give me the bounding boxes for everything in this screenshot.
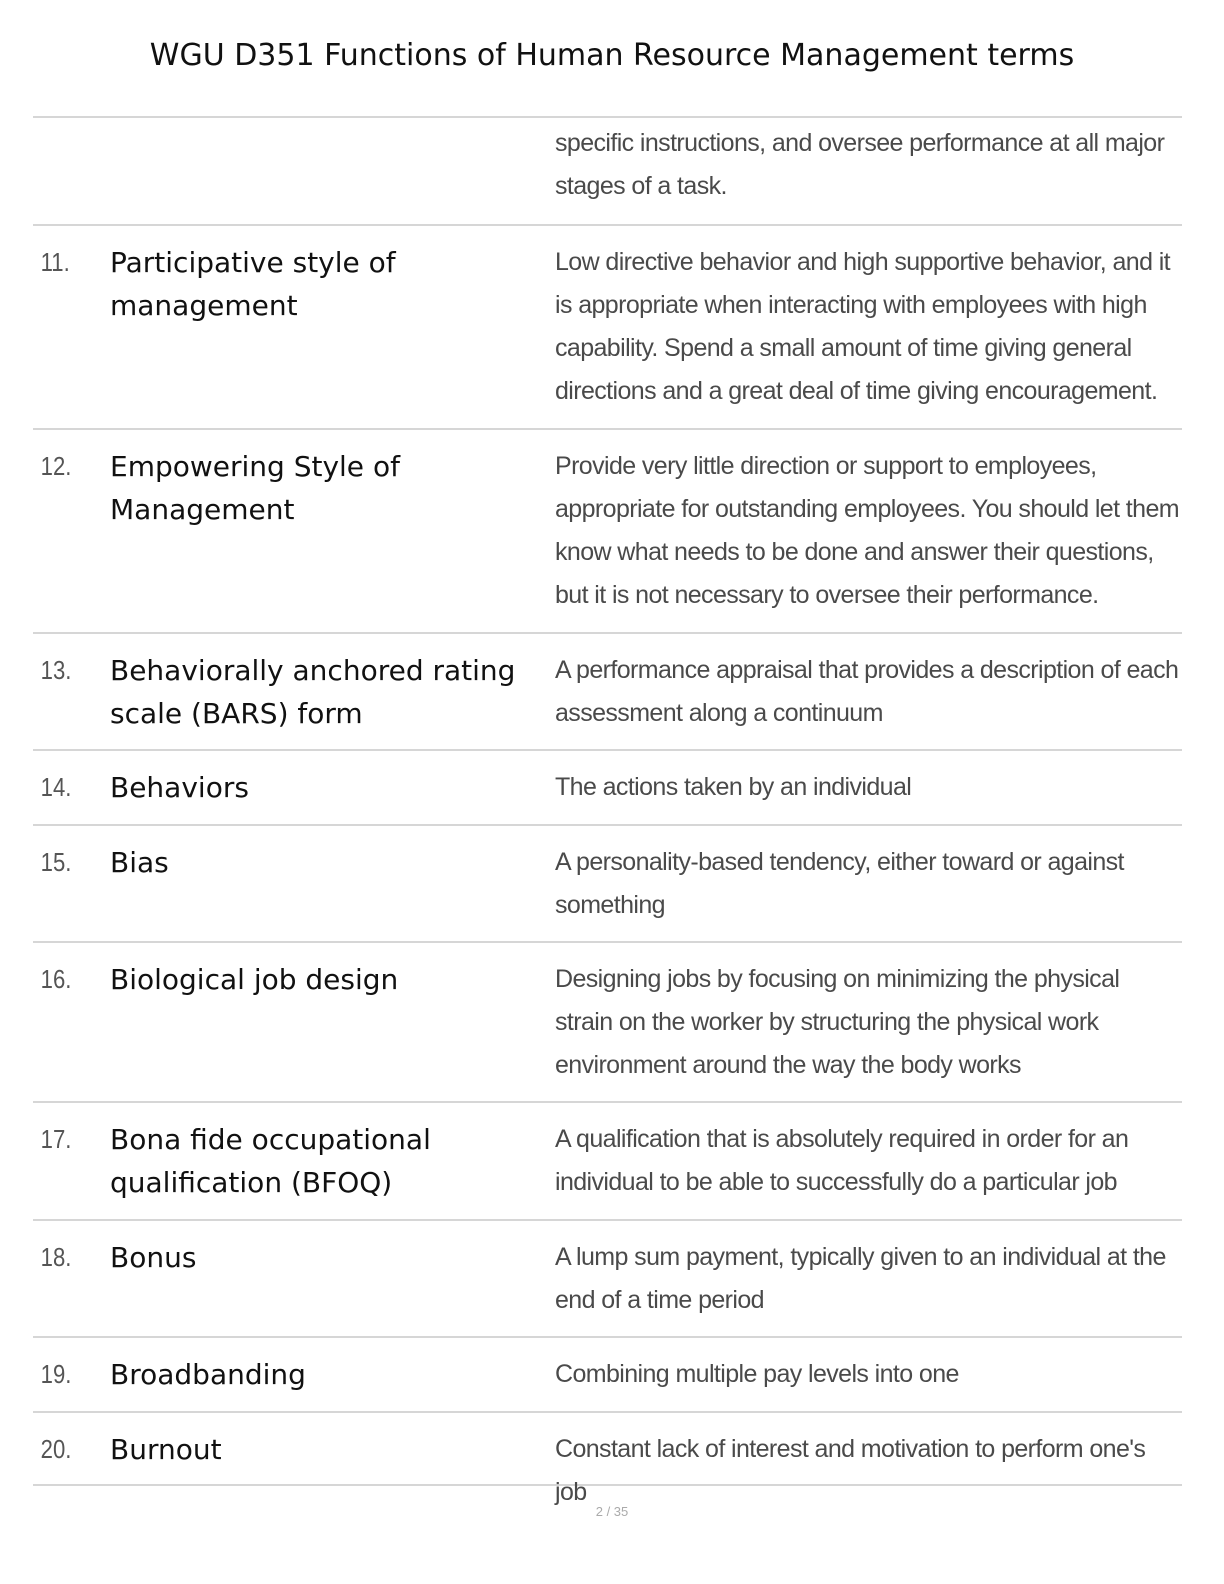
term-row	[33, 1336, 1182, 1411]
term-number: 16.	[40, 964, 72, 994]
term-row	[33, 1411, 1182, 1506]
term-definition: The actions taken by an individual	[555, 773, 912, 801]
term-number: 18.	[40, 1242, 72, 1272]
term-definition: Low directive behavior and high supportive behavior, and it is appropriate when interacting with employees with high capability. Spend a small amount of time giving general directions and a great deal of time giving encouragement.	[555, 248, 1171, 405]
term-name: Bonus	[110, 1241, 197, 1274]
document-title: WGU D351 Functions of Human Resource Management terms	[149, 38, 1075, 73]
terms-table	[33, 116, 1182, 1506]
term-row	[33, 632, 1182, 749]
page-indicator: 2 / 35	[595, 1504, 629, 1519]
term-number: 12.	[40, 451, 72, 481]
term-row	[33, 224, 1182, 428]
term-number: 20.	[40, 1434, 72, 1464]
term-definition: A lump sum payment, typically given to an individual at the end of a time period	[555, 1243, 1166, 1314]
term-row	[33, 428, 1182, 632]
term-number: 14.	[40, 772, 72, 802]
term-number	[33, 118, 98, 224]
term-definition: specific instructions, and oversee performance at all major stages of a task.	[555, 129, 1165, 200]
term-row	[33, 1219, 1182, 1336]
term-definition: Designing jobs by focusing on minimizing the physical strain on the worker by structuring the physical work environment around the way the body works	[555, 965, 1120, 1079]
term-row	[33, 1101, 1182, 1219]
term-definition: Provide very little direction or support to employees, appropriate for outstanding employees. You should let them know what needs to be done and answer their questions, but it is not necessary to oversee their performance.	[555, 452, 1179, 609]
term-name: Participative style of management	[110, 246, 396, 322]
term-row-continuation	[33, 116, 1182, 224]
term-name: Broadbanding	[110, 1358, 306, 1391]
term-definition: Constant lack of interest and motivation to perform one's job	[555, 1435, 1146, 1506]
term-number: 19.	[40, 1359, 72, 1389]
term-name: Biological job design	[110, 963, 399, 996]
term-name: Bona fide occupational qualification (BFOQ)	[110, 1123, 431, 1199]
term-number: 11.	[40, 247, 70, 277]
term-name: Bias	[110, 846, 169, 879]
term-definition: Combining multiple pay levels into one	[555, 1360, 959, 1388]
term-name: Behaviors	[110, 771, 249, 804]
term-definition: A qualification that is absolutely required in order for an individual to be able to successfully do a particular job	[555, 1125, 1129, 1196]
term-number: 17.	[40, 1124, 72, 1154]
term-number: 13.	[40, 655, 72, 685]
term-row	[33, 824, 1182, 941]
term-definition: A performance appraisal that provides a description of each assessment along a continuum	[555, 656, 1179, 727]
term-name: Behaviorally anchored rating scale (BARS) form	[110, 654, 516, 730]
term-row	[33, 749, 1182, 824]
term-name: Empowering Style of Management	[110, 450, 400, 526]
term-number: 15.	[40, 847, 72, 877]
term-row	[33, 941, 1182, 1101]
term-definition: A personality-based tendency, either toward or against something	[555, 848, 1124, 919]
term-name	[110, 118, 555, 224]
term-name: Burnout	[110, 1433, 222, 1466]
